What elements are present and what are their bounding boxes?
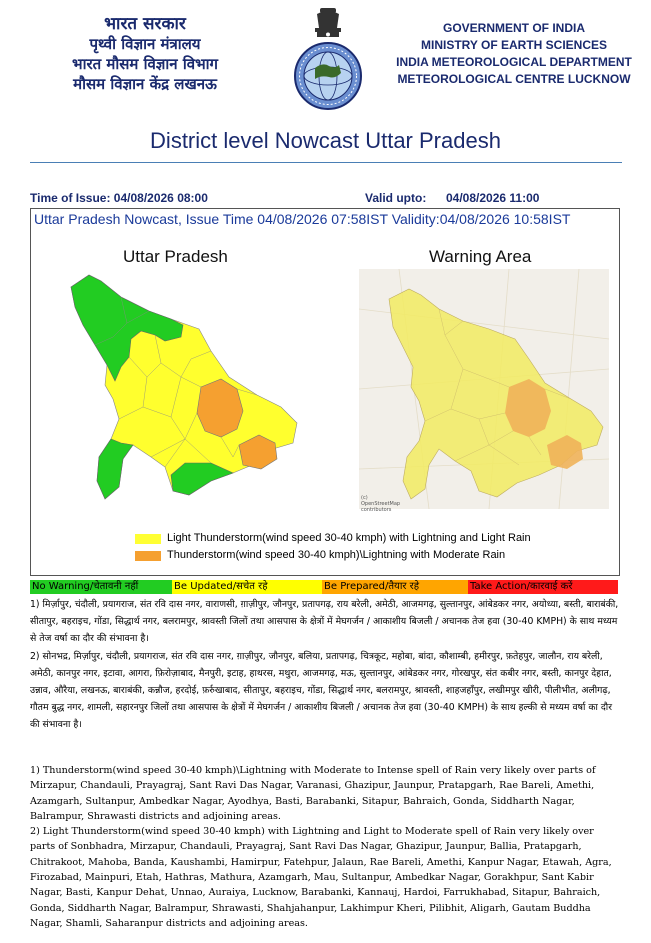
valid-value: 04/08/2026 11:00	[446, 191, 540, 205]
warning-level-be-prepared: Be Prepared/तैयार रहे	[322, 580, 468, 594]
warning-level-no-warning: No Warning/चेतावनी नहीं	[30, 580, 172, 594]
english-header-line: MINISTRY OF EARTH SCIENCES	[420, 38, 608, 52]
imd-emblem-icon	[287, 6, 369, 124]
english-paragraph: 2) Light Thunderstorm(wind speed 30-40 kmph) with Lightning and Light to Moderate spell of Rain very likely over parts of Sonbhadra, Mirzapur, Chandauli, Prayagraj, Sant Ravi Das Nagar, Ghazipur, Jaunpur, Ballia, Pratapgarh, Chitrakoot, Mahoba, Banda, Kaushambi, Hamirpur, Fatehpur, Jalaun, Rae Bareli, Amethi, Kanpur Nagar, Etawah, Agra, Firozabad, Mainpuri, Etah, Hathras, Mathura, Azamgarh, Mau, Sultanpur, Ambedkar Nagar, Gorakhpur, Sant Kabir Nagar, Basti, Kanpur Dehat, Unnao, Auraiya, Lucknow, Barabanki, Kannauj, Hardoi, Farrukhabad, Sitapur, Bahraich, Gonda, Siddharth Nagar, Balrampur, Shrawasti, Shahjahanpur, Lakhimpur Kheri, Pilibhit, Aligarh, Gautam Buddha Nagar, Shamli, Saharanpur districts and adjoining areas.	[30, 826, 612, 929]
hindi-paragraph: 1) मिर्ज़ापुर, चंदौली, प्रयागराज, संत रवि दास नगर, वाराणसी, ग़ाज़ीपुर, जौनपुर, प्रतापगढ़, राय बरेली, अमेठी, आजमगढ़, सुल्तानपुर, आंबेडकर नगर, अयोध्या, बस्ती, बाराबंकी, सीतापुर, बहराइच, गोंडा, सिद्धार्थ नगर, बलरामपुर, श्रावस्ती जिलों तथा आसपास के क्षेत्रों में मेघगर्जन / आकाशीय बिजली / अचानक तेज हवा (30-40 KMPH) के साथ मध्यम से तेज वर्षा का दौर की संभावना है।	[30, 599, 619, 644]
hindi-header-line: मौसम विज्ञान केंद्र लखनऊ	[73, 75, 217, 93]
english-forecast	[30, 763, 622, 931]
english-header-line: GOVERNMENT OF INDIA	[442, 21, 585, 35]
title-divider	[30, 162, 622, 163]
hindi-header-line: भारत मौसम विज्ञान विभाग	[72, 55, 218, 73]
hindi-forecast	[30, 597, 620, 735]
valid-label: Valid upto:	[365, 191, 427, 205]
legend-item	[135, 548, 515, 565]
hindi-header-line: भारत सरकार	[104, 14, 186, 34]
map-credit-line: (c)	[361, 495, 368, 501]
right-map-title: Warning Area	[429, 247, 532, 266]
legend-swatch	[135, 534, 161, 544]
issue-time: Time of Issue: 04/08/2026 08:00	[30, 191, 208, 205]
map-legend	[135, 531, 531, 565]
warning-level-be-updated: Be Updated/सचेत रहे	[172, 580, 322, 594]
hindi-header	[40, 14, 250, 94]
nowcast-panel	[30, 208, 620, 576]
hindi-paragraph: 2) सोनभद्र, मिर्ज़ापुर, चंदौली, प्रयागराज, संत रवि दास नगर, ग़ाज़ीपुर, जौनपुर, बलिया, प्रतापगढ़, चित्रकूट, महोबा, बांदा, कौशाम्बी, हमीरपुर, फ़तेहपुर, जालौन, राय बरेली, अमेठी, कानपुर नगर, इटावा, आगरा, फ़िरोज़ाबाद, मैनपुरी, इटाह, हाथरस, मथुरा, आजमगढ़, मऊ, सुल्तानपुर, आंबेडकर नगर, गोरखपुर, संत कबीर नगर, बस्ती, कानपुर देहात, उन्नाव, औरैया, लखनऊ, बाराबंकी, कन्नौज, हरदोई, फ़र्रुखाबाद, सीतापुर, बहराइच, गोंडा, सिद्धार्थ नगर, बलरामपुर, श्रावस्ती, शाहजहाँपुर, लखीमपुर खीरी, पीलीभीत, अलीगढ़, गौतम बुद्ध नगर, शामली, सहारनपुर जिलों तथा आसपास के क्षेत्रों में मेघगर्जन / आकाशीय बिजली / अचानक तेज हवा (30-40 KMPH) के साथ हल्की से मध्यम वर्षा का दौर की संभावना है।	[30, 651, 612, 730]
legend-item	[135, 531, 531, 548]
english-header	[384, 20, 644, 88]
map-credit-line: OpenStreetMap	[361, 501, 401, 507]
english-header-line: METEOROLOGICAL CENTRE LUCKNOW	[397, 72, 631, 86]
legend-label: Thunderstorm(wind speed 30-40 kmph)\Lightning with Moderate Rain	[167, 549, 506, 561]
page-title: District level Nowcast Uttar Pradesh	[150, 128, 501, 153]
panel-heading: Uttar Pradesh Nowcast, Issue Time 04/08/2026 07:58IST Validity:04/08/2026 10:58IST	[34, 211, 571, 227]
map-credit-line: contributors	[361, 507, 392, 513]
legend-swatch	[135, 551, 161, 561]
hindi-header-line: पृथ्वी विज्ञान मंत्रालय	[89, 35, 201, 53]
warning-level-take-action: Take Action/कारवाई करें	[468, 580, 618, 594]
legend-label: Light Thunderstorm(wind speed 30-40 kmph) with Lightning and Light Rain	[167, 532, 531, 544]
english-header-line: INDIA METEOROLOGICAL DEPARTMENT	[396, 55, 632, 69]
left-map-title: Uttar Pradesh	[123, 247, 228, 266]
english-paragraph: 1) Thunderstorm(wind speed 30-40 kmph)\Lightning with Moderate to Intense spell of Rain very likely over parts of Mirzapur, Chandauli, Prayagraj, Sant Ravi Das Nagar, Varanasi, Ghazipur, Jaunpur, Pratapgarh, Rae Bareli, Amethi, Azamgarh, Sultanpur, Ambedkar Nagar, Ayodhya, Basti, Barabanki, Sitapur, Bahraich, Gonda, Siddharth Nagar, Balrampur, Shrawasti districts and adjoining areas.	[30, 765, 596, 822]
up-district-map	[61, 267, 311, 507]
warning-area-map	[359, 269, 609, 513]
warning-level-band	[30, 580, 618, 594]
